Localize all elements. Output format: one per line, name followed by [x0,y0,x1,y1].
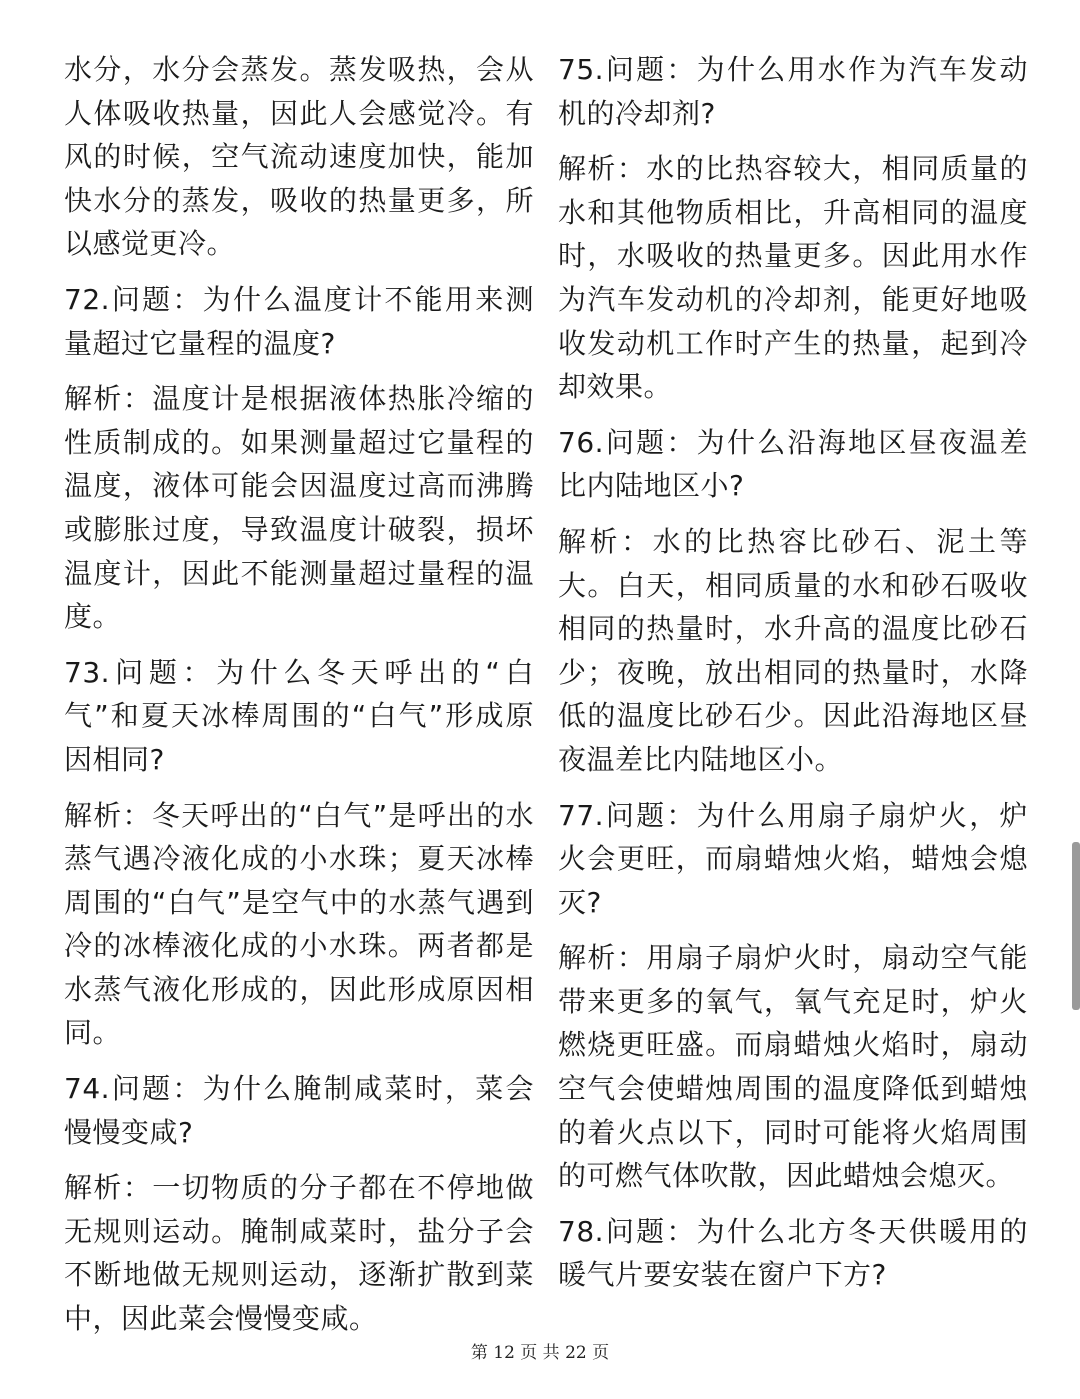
question-74: 74.问题：为什么腌制咸菜时，菜会慢慢变咸? [64,1072,534,1149]
question-78: 78.问题：为什么北方冬天供暖用的暖气片要安装在窗户下方? [558,1214,1028,1292]
question-77: 77.问题：为什么用扇子扇炉火，炉火会更旺，而扇蜡烛火焰，蜡烛会熄灭? [558,798,1028,919]
answer-76: 解析：水的比热容比砂石、泥土等大。白天，相同质量的水和砂石吸收相同的热量时，水升高的温度比砂石少；夜晚，放出相同的热量时，水降低的温度比砂石少。因此沿海地区昼夜温差比内陆地区小。 [558,524,1028,776]
scrollbar-thumb[interactable] [1072,842,1080,1010]
left-column [64,48,534,1353]
answer-77: 解析：用扇子扇炉火时，扇动空气能带来更多的氧气，氧气充足时，炉火燃烧更旺盛。而扇蜡烛火焰时，扇动空气会使蜡烛周围的温度降低到蜡烛的着火点以下，同时可能将火焰周围的可燃气体吹散，因此蜡烛会熄灭。 [558,941,1028,1193]
question-72: 72.问题：为什么温度计不能用来测量超过它量程的温度? [64,282,534,360]
answer-75: 解析：水的比热容较大，相同质量的水和其他物质相比，升高相同的温度时，水吸收的热量更多。因此用水作为汽车发动机的冷却剂，能更好地吸收发动机工作时产生的热量，起到冷却效果。 [558,152,1028,404]
question-73: 73.问题：为什么冬天呼出的“白气”和夏天冰棒周围的“白气”形成原因相同? [64,655,534,776]
answer-73: 解析：冬天呼出的“白气”是呼出的水蒸气遇冷液化成的小水珠；夏天冰棒周围的“白气”是空气中的水蒸气遇到冷的冰棒液化成的小水珠。两者都是水蒸气液化形成的，因此形成原因相同。 [64,798,534,1050]
answer-74: 解析：一切物质的分子都在不停地做无规则运动。腌制咸菜时，盐分子会不断地做无规则运动，逐渐扩散到菜中，因此菜会慢慢变咸。 [64,1171,534,1336]
right-column [558,48,1028,1309]
page-number-footer: 第 12 页 共 22 页 [470,1343,610,1363]
answer-72: 解析：温度计是根据液体热胀冷缩的性质制成的。如果测量超过它量程的温度，液体可能会因温度过高而沸腾或膨胀过度，导致温度计破裂，损坏温度计，因此不能测量超过量程的温度。 [64,382,534,634]
question-75: 75.问题：为什么用水作为汽车发动机的冷却剂? [558,53,1028,130]
question-76: 76.问题：为什么沿海地区昼夜温差比内陆地区小? [558,425,1028,503]
continued-answer-paragraph: 水分，水分会蒸发。蒸发吸热，会从人体吸收热量，因此人会感觉冷。有风的时候，空气流动速度加快，能加快水分的蒸发，吸收的热量更多，所以感觉更冷。 [64,53,534,261]
